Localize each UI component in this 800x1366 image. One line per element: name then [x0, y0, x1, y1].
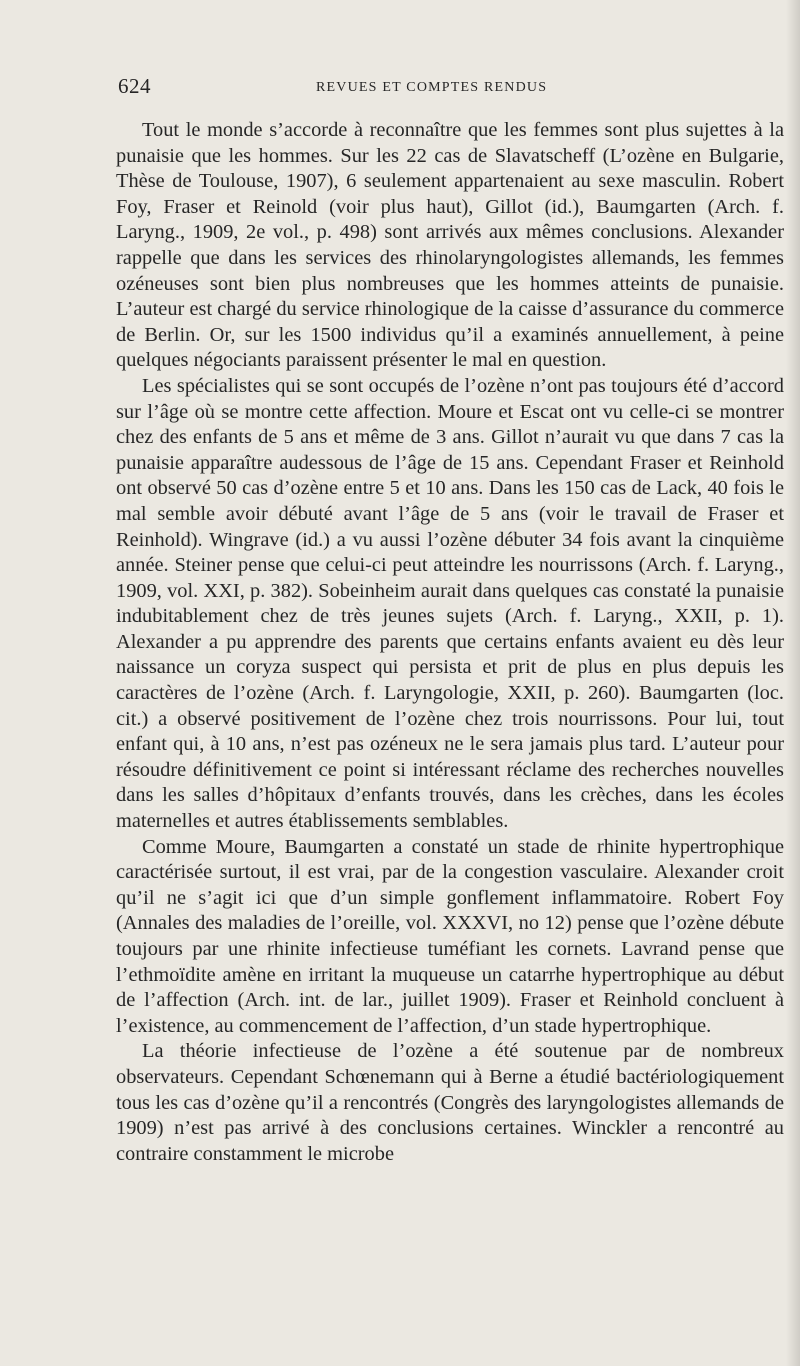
paragraph-age-of-onset: Les spécialistes qui se sont occupés de l’ozène n’ont pas toujours été d’accord sur l’âge où se montre cette affection. Moure et Escat ont vu celle-ci se montrer chez des enfants de 5 ans et même de 3 ans. Gillot n’aurait vu que dans 7 cas la punaisie apparaître audessous de l’âge de 15 ans. Cependant Fraser et Reinhold ont observé 50 cas d’ozène entre 5 et 10 ans. Dans les 150 cas de Lack, 40 fois le mal semble avoir débuté avant l’âge de 5 ans (voir le travail de Fraser et Reinhold). Wingrave (id.) a vu aussi l’ozène débuter 34 fois avant la cinquième année. Steiner pense que celui-ci peut atteindre les nourrissons (Arch. f. Laryng., 1909, vol. XXI, p. 382). Sobeinheim aurait dans quelques cas constaté la punaisie indubitablement chez de très jeunes sujets (Arch. f. Laryng., XXII, p. 1). Alexander a pu apprendre des parents que certains enfants avaient eu dès leur naissance un coryza suspect qui persista et prit de plus en plus depuis les caractères de l’ozène (Arch. f. Laryngologie, XXII, p. 260). Baumgarten (loc. cit.) a observé positivement de l’ozène chez trois nourrissons. Pour lui, tout enfant qui, à 10 ans, n’est pas ozéneux ne le sera jamais plus tard. L’auteur pour résoudre définitivement ce point si intéressant réclame des recherches nouvelles dans les salles d’hôpitaux d’enfants trouvés, dans les crèches, dans les écoles maternelles et autres établissements semblables. — [116, 374, 784, 833]
body-text — [116, 118, 784, 1167]
paragraph-women-prevalence: Tout le monde s’accorde à reconnaître que les femmes sont plus sujettes à la punaisie que les hommes. Sur les 22 cas de Slavatscheff (L’ozène en Bulgarie, Thèse de Toulouse, 1907), 6 seulement appartenaient au sexe masculin. Robert Foy, Fraser et Reinold (voir plus haut), Gillot (id.), Baumgarten (Arch. f. Laryng., 1909, 2e vol., p. 498) sont arrivés aux mêmes conclusions. Alexander rappelle que dans les services des rhinolaryngologistes allemands, les femmes ozéneuses sont bien plus nombreuses que les hommes atteints de punaisie. L’auteur est chargé du service rhinologique de la caisse d’assurance du commerce de Berlin. Or, sur les 1500 individus qu’il a examinés annuellement, à peine quelques négociants paraissent présenter le mal en question. — [116, 119, 784, 372]
page-header — [118, 74, 784, 102]
running-title: REVUES ET COMPTES RENDUS — [316, 80, 548, 95]
paragraph-hypertrophic-stage: Comme Moure, Baumgarten a constaté un stade de rhinite hypertrophique caractérisée surtout, il est vrai, par de la congestion vasculaire. Alexander croit qu’il ne s’agit ici que d’un simple gonflement inflammatoire. Robert Foy (Annales des maladies de l’oreille, vol. XXXVI, no 12) pense que l’ozène débute toujours par une rhinite infectieuse tuméfiant les cornets. Lavrand pense que l’ethmoïdite amène en irritant la muqueuse un catarrhe hypertrophique au début de l’affection (Arch. int. de lar., juillet 1909). Fraser et Reinhold concluent à l’existence, au commencement de l’affection, d’un stade hypertrophique. — [116, 835, 784, 1037]
page-number: 624 — [118, 74, 151, 98]
paragraph-infectious-theory: La théorie infectieuse de l’ozène a été soutenue par de nombreux observateurs. Cependant Schœnemann qui à Berne a étudié bactériologiquement tous les cas d’ozène qu’il a rencontrés (Congrès des laryngologistes allemands de 1909) n’est pas arrivé à des conclusions certaines. Winckler a rencontré au contraire constamment le microbe — [116, 1040, 784, 1165]
page-edge-shadow — [786, 0, 800, 1366]
